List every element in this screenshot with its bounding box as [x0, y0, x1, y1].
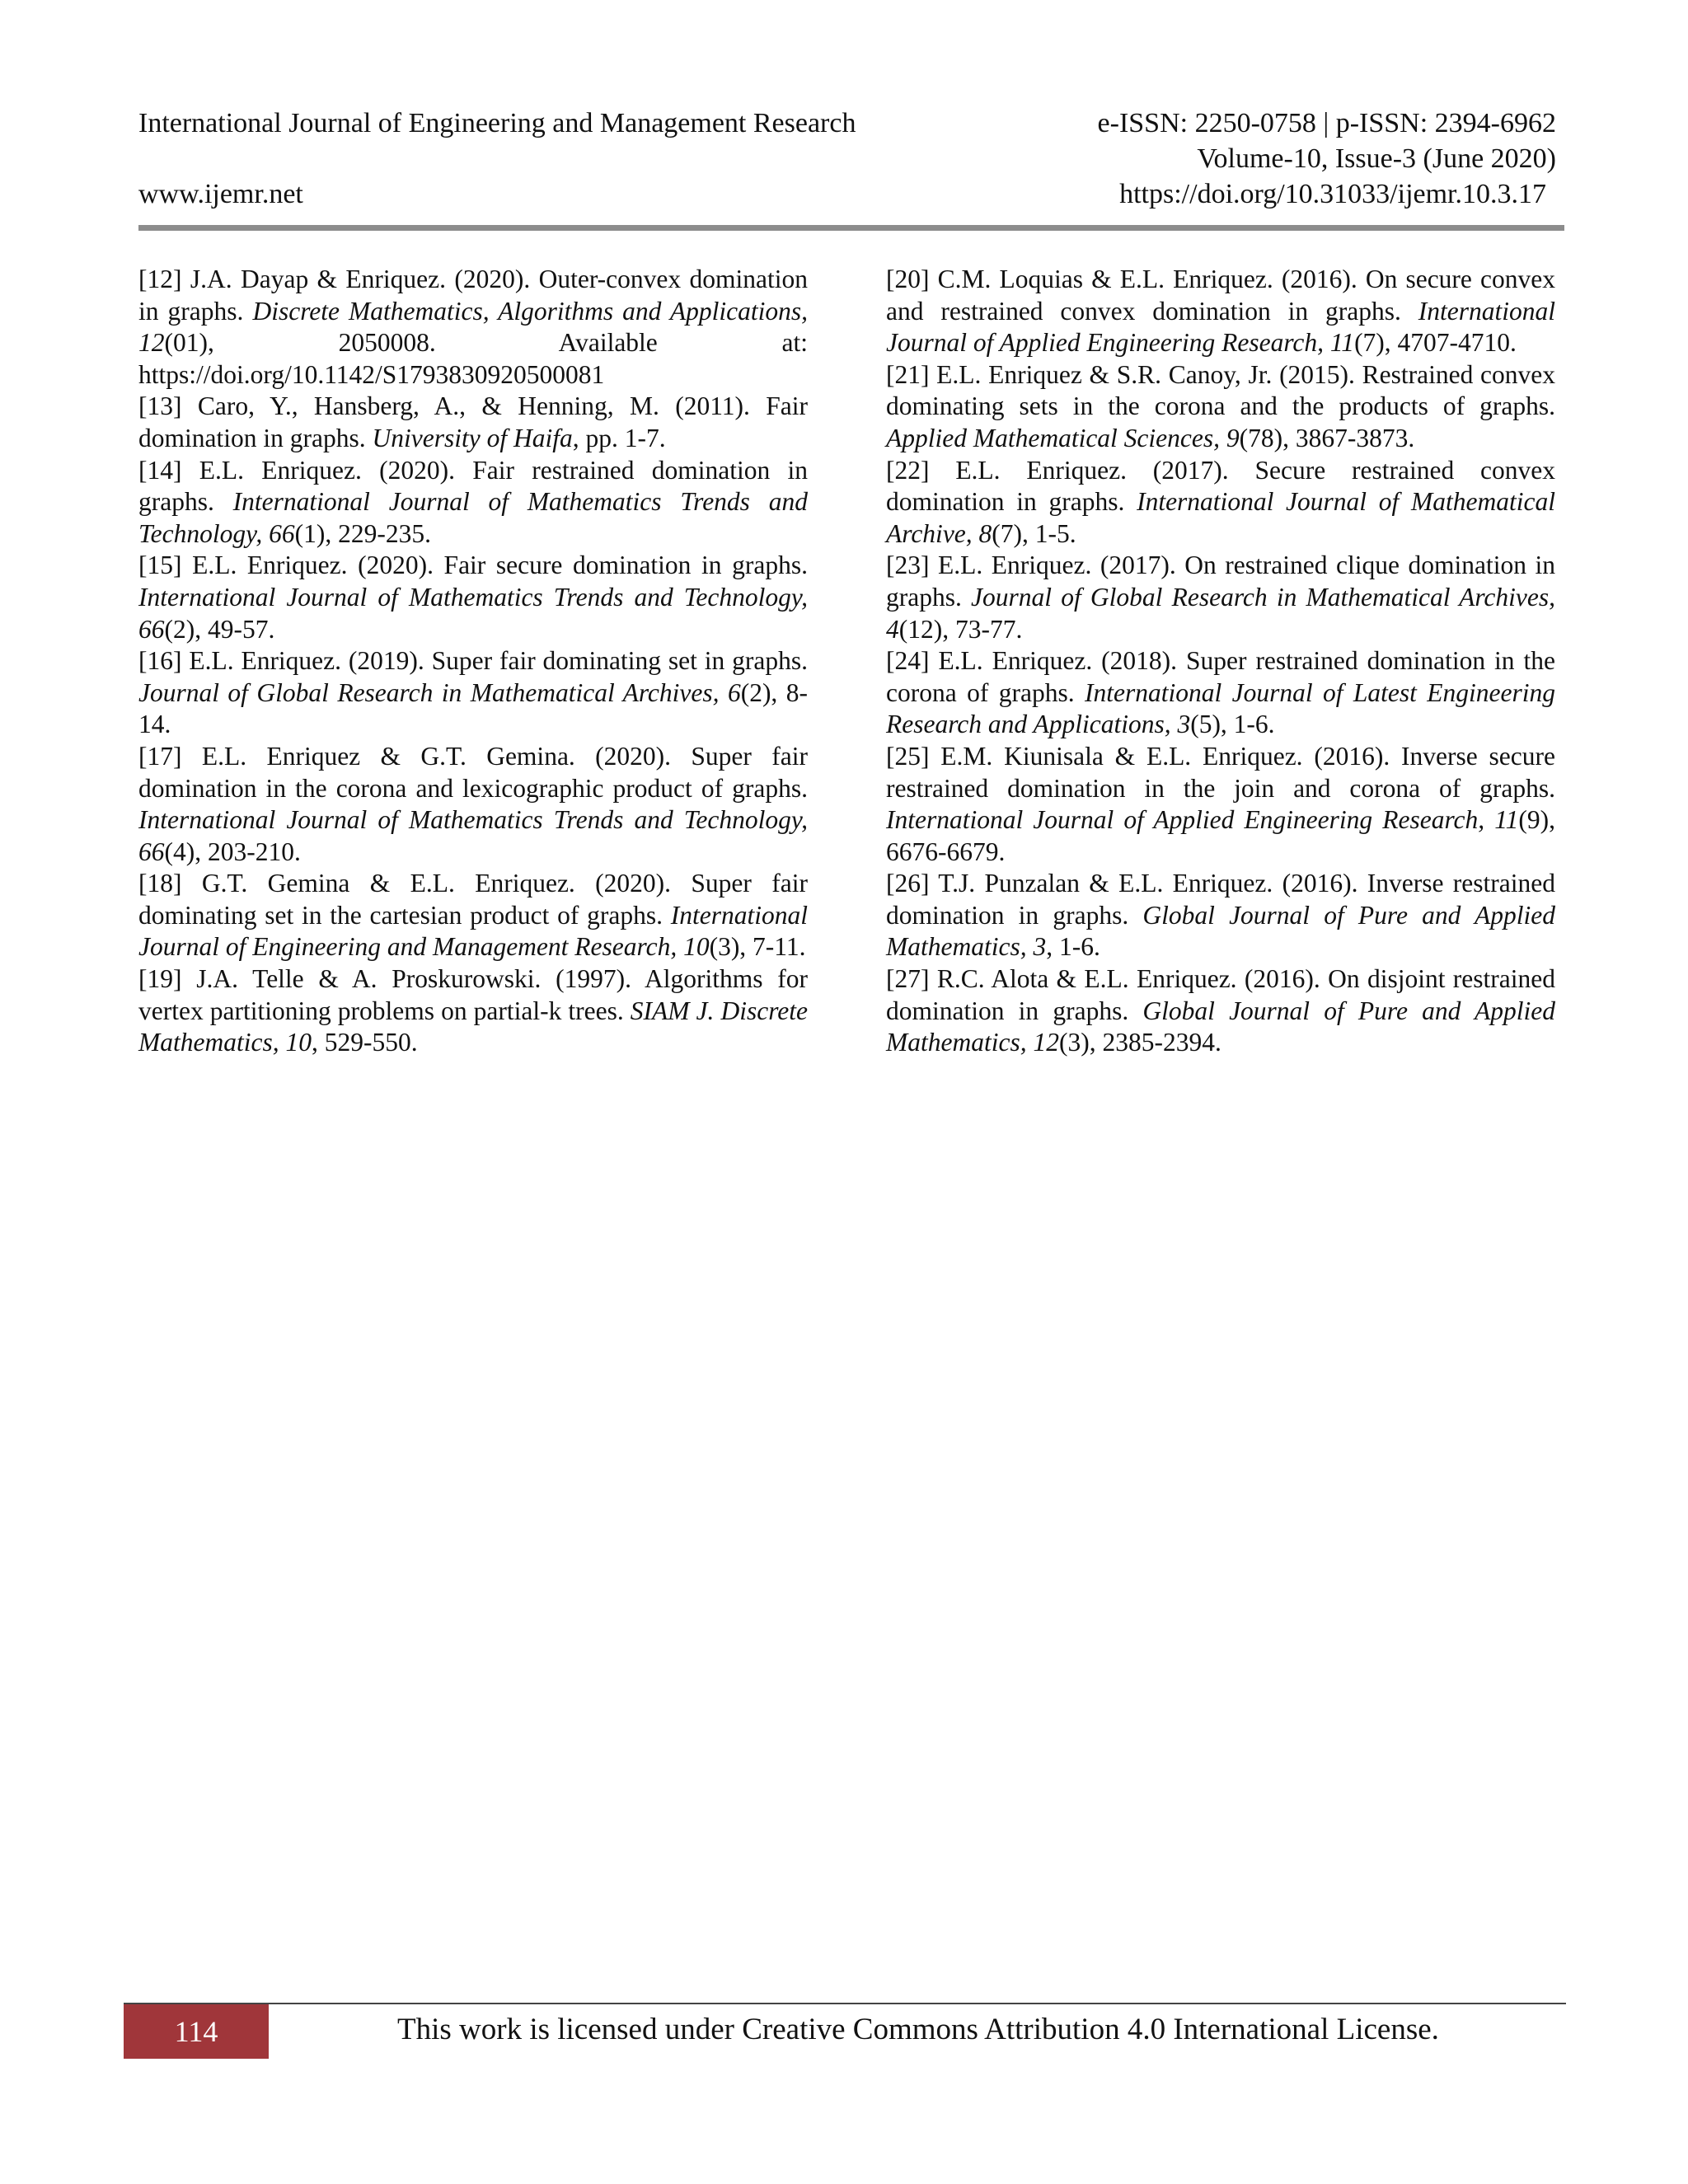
reference-item: [21] E.L. Enriquez & S.R. Canoy, Jr. (2015). Restrained convex dominating sets in the corona and the products of graphs. Applied Mathematical Sciences, 9(78), 3867-3873. [886, 359, 1555, 452]
reference-item: [23] E.L. Enriquez. (2017). On restrained clique domination in graphs. Journal of Global Research in Mathematical Archives, 4(12), 73-77. [886, 551, 1555, 644]
reference-item: [13] Caro, Y., Hansberg, A., & Henning, M. (2011). Fair domination in graphs. University of Haifa, pp. 1-7. [138, 391, 808, 452]
reference-item: [27] R.C. Alota & E.L. Enriquez. (2016). On disjoint restrained domination in graphs. Global Journal of Pure and Applied Mathematics, 12(3), 2385-2394. [886, 964, 1555, 1057]
issn-line: e-ISSN: 2250-0758 | p-ISSN: 2394-6962 [1097, 108, 1556, 138]
journal-title: International Journal of Engineering and Management Research [138, 108, 856, 138]
page-number: 114 [124, 2004, 269, 2059]
reference-item: [20] C.M. Loquias & E.L. Enriquez. (2016). On secure convex and restrained convex domination in graphs. International Journal of Applied Engineering Research, 11(7), 4707-4710. [886, 265, 1555, 358]
reference-item: [15] E.L. Enriquez. (2020). Fair secure domination in graphs. International Journal of Mathematics Trends and Technology, 66(2), 49-57. [138, 551, 808, 644]
references-column-left [138, 264, 808, 1059]
reference-item: [14] E.L. Enriquez. (2020). Fair restrained domination in graphs. International Journal of Mathematics Trends and Technology, 66(1), 229-235. [138, 455, 808, 548]
reference-item: [22] E.L. Enriquez. (2017). Secure restrained convex domination in graphs. International Journal of Mathematical Archive, 8(7), 1-5. [886, 455, 1555, 548]
doi-link[interactable]: https://doi.org/10.31033/ijemr.10.3.17 [1119, 179, 1546, 209]
footer-divider [124, 2003, 1566, 2004]
reference-item: [17] E.L. Enriquez & G.T. Gemina. (2020). Super fair domination in the corona and lexicographic product of graphs. International Journal of Mathematics Trends and Technology, 66(4), 203-210. [138, 741, 808, 866]
reference-item: [24] E.L. Enriquez. (2018). Super restrained domination in the corona of graphs. International Journal of Latest Engineering Research and Applications, 3(5), 1-6. [886, 646, 1555, 739]
reference-item: [12] J.A. Dayap & Enriquez. (2020). Outer-convex domination in graphs. Discrete Mathematics, Algorithms and Applications, 12(01), 2050008. Available at: https://doi.org/10.1142/S1793830920500081 [138, 265, 808, 389]
header-divider [138, 225, 1564, 231]
reference-item: [25] E.M. Kiunisala & E.L. Enriquez. (2016). Inverse secure restrained domination in the join and corona of graphs. International Journal of Applied Engineering Research, 11(9), 6676-6679. [886, 741, 1555, 866]
reference-item: [19] J.A. Telle & A. Proskurowski. (1997). Algorithms for vertex partitioning problems on partial-k trees. SIAM J. Discrete Mathematics, 10, 529-550. [138, 964, 809, 1057]
license-text: This work is licensed under Creative Commons Attribution 4.0 International License. [397, 2013, 1439, 2046]
references-column-right [886, 264, 1555, 1059]
reference-item: [18] G.T. Gemina & E.L. Enriquez. (2020). Super fair dominating set in the cartesian product of graphs. International Journal of Engineering and Management Research, 10(3), 7-11. [138, 869, 808, 962]
website-link[interactable]: www.ijemr.net [138, 179, 303, 209]
volume-line: Volume-10, Issue-3 (June 2020) [1197, 143, 1556, 174]
reference-item: [26] T.J. Punzalan & E.L. Enriquez. (2016). Inverse restrained domination in graphs. Global Journal of Pure and Applied Mathematics, 3, 1-6. [886, 869, 1555, 962]
reference-item: [16] E.L. Enriquez. (2019). Super fair dominating set in graphs. Journal of Global Research in Mathematical Archives, 6(2), 8-14. [138, 646, 808, 739]
